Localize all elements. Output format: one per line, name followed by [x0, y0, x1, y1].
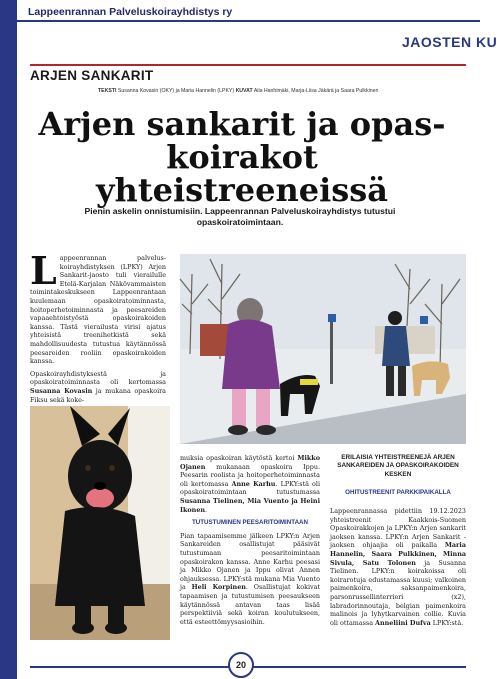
drop-cap: L — [30, 248, 57, 293]
credits-photo-authors: Aila Hanhimäki, Marja-Liisa Jäkärä ja Saara Pulkkinen — [253, 88, 379, 94]
body-column-1 — [30, 248, 166, 404]
kicker-rule — [30, 64, 466, 66]
article-lead: Pienin askelin onnistumisiin. Lappeenrannan Palveluskoirayhdistys tutustui opaskoiratoimintaan. — [84, 206, 396, 227]
section-tag: JAOSTEN KU — [402, 34, 497, 50]
col3-paragraph-1: Lappeenrannassa pidettiin 19.12.2023 yhteistreenit Kaakkois-Suomen Opaskoirakkojen ja LPKY:n Arjen sankarit jaoksen kanssa. LPKY:n Arjen Sankarit -jaoksen ohjaajia oli paikalla Maria Hannelin, Saara Pulkkinen, Minna Sivula, Satu Tolonen ja Susanna Tielinen. LPKY:n koirakoissa oli koirarotuja edustamassa kuusi; valkoinen paimenkoira, saksanpaimenkoira, parsonrussellinterrieri (x2), labradorinnoutaja, belgian paimenkoira malinois ja lyhytkarvainen collie. Kuvia oli ottamassa Anneliini Dufva LPKY:stä. — [330, 507, 466, 627]
page-number: 20 — [228, 652, 254, 678]
credits-text-label: TEKSTI — [98, 88, 117, 94]
col2-paragraph-2: Pian tapaamisemme jälkeen LPKY:n Arjen Sankareiden osallistujat pääsivät tutustumaan peesaritoimintaan opaskoirakon kanssa. Anne Karhu peesasi ja Mikko Ojanen ja Ippu olivat Annen ohjauksessa. LPKY:stä mukana Mia Vuento ja Heli Korpinen. Osallistujat kokivat tapaamisen ja tutustumisen peesaukseen käytännössä antavan taas lisää perspektiiviä sekä koiran koulutukseen, että esteettömyysasioihin. — [180, 531, 320, 626]
article-headline: Arjen sankarit ja opas-koirakot yhteistreeneissä — [38, 105, 446, 209]
body-column-2 — [180, 454, 320, 626]
left-color-bar — [0, 0, 17, 679]
photo-guide-dog-walk-image — [180, 254, 466, 444]
photo-guide-dog-walk — [180, 254, 466, 444]
header-rule — [17, 20, 480, 22]
col2-paragraph-1: muksia opaskoiran käytöstä kertoi Mikko Ojanen mukanaan opaskoira Ippu. Peesarin roolista ja hoitoperhetoiminnasta oli kertomassa Anne Karhu. LPKY:stä oli opaskoiratoimintaan tutustumassa Susanna Tielinen, Mia Vuento ja Heini Ikonen. — [180, 454, 320, 514]
col1-paragraph-1: appeenrannan palveluskoirayhdistyksen (LPKY) Arjen Sankarit-jaosto tuli vierailulle Etelä-Karjalan Näkövammaisten toimintakeskukseen Lappeenrantaan kuulemaan opaskoiratoiminnasta, hoitoperhetoiminnasta ja peesareiden vapaaehtoistyöstä opaskoirakoiden kanssa. Tästä vierailusta virisi ajatus yhteisistä treenihetkistä sekä mahdollisuudesta tutustua käytännössä peesareiden rooliin opaskoirakoiden kanssa. — [30, 254, 166, 366]
col1-paragraph-2: Opaskoirayhdistyksestä ja opaskoiratoiminnasta oli kertomassa Susanna Kovasin ja mukana opaskoira Fiksu sekä koke- — [30, 369, 166, 404]
photo-black-dog-image — [30, 406, 170, 640]
article-credits — [98, 88, 468, 94]
photo-caption: ERILAISIA YHTEISTREENEJÄ ARJEN SANKAREIDEN JA OPASKOIRAKOIDEN KESKEN — [337, 454, 459, 478]
credits-photo-label: KUVAT — [235, 88, 253, 94]
running-header: Lappeenrannan Palveluskoirayhdistys ry — [28, 6, 233, 18]
article-kicker: ARJEN SANKARIT — [30, 68, 154, 83]
photo-black-dog — [30, 406, 170, 640]
col3-subhead: OHITUSTREENIT PARKKIPAIKALLA — [345, 489, 451, 496]
col2-subhead: TUTUSTUMINEN PEESARITOIMINTAAN — [192, 519, 308, 527]
body-column-3 — [330, 507, 466, 627]
credits-text-authors: Susanna Kovasin (OKY) ja Maria Hannelin (LPKY) — [117, 88, 235, 94]
